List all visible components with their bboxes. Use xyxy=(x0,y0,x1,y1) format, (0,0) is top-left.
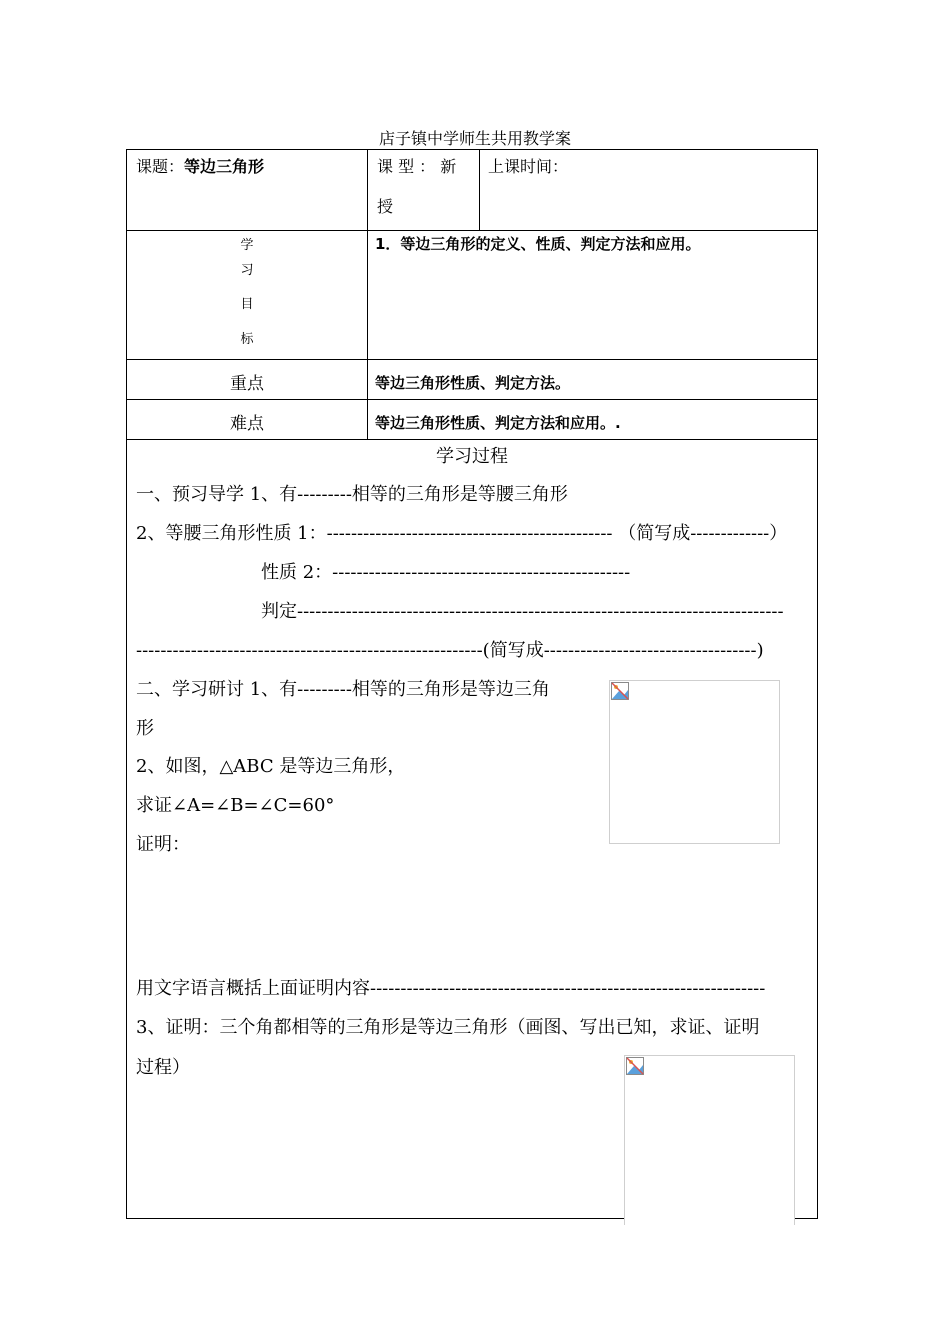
study-line-3: 2、如图，△ABC 是等边三角形， xyxy=(136,756,406,777)
difficulty-text: 等边三角形性质、判定方法和应用。. xyxy=(375,414,621,432)
preview-line-3: 性质 2：------------------------------------------------- xyxy=(261,562,631,583)
lesson-plan-table xyxy=(126,149,818,1219)
topic-label: 课题： xyxy=(136,157,185,176)
proof-line-1: 3、证明：三个角都相等的三角形是等边三角形（画图、写出已知，求证、证明 xyxy=(136,1017,760,1038)
goal-label-char-2: 习 xyxy=(240,263,254,278)
difficulty-label: 难点 xyxy=(230,414,264,434)
study-line-4: 求证∠A=∠B=∠C=60° xyxy=(136,795,335,816)
triangle-figure-image xyxy=(609,680,780,844)
document-title: 店子镇中学师生共用教学案 xyxy=(378,129,571,148)
broken-image-icon xyxy=(626,1057,644,1075)
study-line-5: 证明： xyxy=(136,834,190,855)
preview-line-2: 2、等腰三角形性质 1：----------------------------------------------- （简写成-------------） xyxy=(136,523,788,544)
preview-line-1: 一、预习导学 1、有---------相等的三角形是等腰三角形 xyxy=(136,484,568,505)
key-point-text: 等边三角形性质、判定方法。 xyxy=(375,374,571,392)
preview-line-5: ---------------------------------------------------------(简写成-----------------------------------) xyxy=(136,640,764,661)
row-difficulty xyxy=(127,399,817,440)
proof-line-2: 过程） xyxy=(136,1057,190,1078)
goals-text: 1．等边三角形的定义、性质、判定方法和应用。 xyxy=(375,235,701,253)
topic-cell xyxy=(136,154,264,177)
triangle-figure-image-2 xyxy=(624,1055,795,1225)
topic-value: 等边三角形 xyxy=(184,157,265,176)
learning-process xyxy=(127,440,817,1218)
row-topic xyxy=(127,150,817,231)
class-time-label: 上课时间： xyxy=(488,157,569,176)
goal-label-char-3: 目 xyxy=(240,297,254,312)
study-line-1: 二、学习研讨 1、有---------相等的三角形是等边三角 xyxy=(136,679,550,700)
key-point-label: 重点 xyxy=(230,374,264,394)
lesson-type-line1: 课 型 ： 新 xyxy=(377,157,457,176)
goal-label-char-1: 学 xyxy=(240,238,254,253)
preview-line-4: 判定-------------------------------------------------------------------------------- xyxy=(261,601,784,622)
row-key-point xyxy=(127,359,817,400)
goal-label-char-4: 标 xyxy=(240,332,254,347)
process-heading: 学习过程 xyxy=(436,446,508,467)
lesson-type-line2: 授 xyxy=(377,197,394,216)
study-line-2: 形 xyxy=(136,718,154,739)
summary-line: 用文字语言概括上面证明内容----------------------------------------------------------------- xyxy=(136,978,766,999)
row-goals xyxy=(127,230,817,360)
broken-image-icon xyxy=(611,682,629,700)
